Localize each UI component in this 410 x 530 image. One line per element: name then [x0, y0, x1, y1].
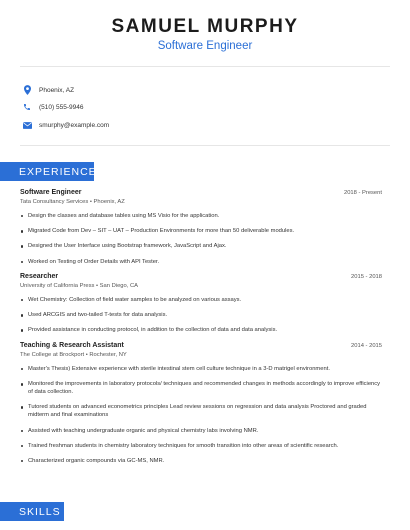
- bullet-item: Assisted with teaching undergraduate organic and physical chemistry labs involving NMR.: [20, 427, 382, 435]
- contact-email: [22, 119, 109, 131]
- section-heading-experience: EXPERIENCE: [0, 162, 94, 181]
- bullet-item: Wet Chemistry: Collection of field water samples to be analyzed on various assays.: [20, 296, 382, 304]
- candidate-name: SAMUEL MURPHY: [111, 16, 299, 37]
- bullet-item: Master's Thesis) Extensive experience with sterile intestinal stem cell culture technique in a 3-D matrigel environment.: [20, 365, 382, 373]
- contact-location: [22, 84, 74, 96]
- phone-text: (510) 555-9946: [39, 103, 84, 111]
- email-link[interactable]: smurphy@example.com: [39, 121, 110, 129]
- header-divider: [20, 66, 390, 67]
- job-bullets: [20, 365, 382, 465]
- job-bullets: [20, 212, 382, 266]
- bullet-item: Provided assistance in conducting protocol, in addition to the collection of data and data analysis.: [20, 326, 382, 334]
- bullet-item: Trained freshman students in chemistry laboratory techniques for smooth transition into other areas of scientific research.: [20, 442, 382, 450]
- job-title: Researcher: [20, 273, 59, 280]
- job-entry: [20, 273, 382, 342]
- job-organization: The College at Brockport • Rochester, NY: [20, 352, 127, 358]
- bullet-item: Monitored the improvements in laboratory protocols/ techniques and recommended changes in methods accordingly to improve efficiency of data collection.: [20, 380, 382, 396]
- bullet-item: Used ARCGIS and two-tailed T-tests for data analysis.: [20, 311, 382, 319]
- job-organization: Tata Consultancy Services • Phoenix, AZ: [20, 199, 125, 205]
- bullet-item: Tutored students on advanced econometrics principles Lead review sessions on regression and data analysis Proctored and graded midterm and final examinations: [20, 403, 382, 419]
- job-entry: [20, 189, 382, 273]
- contact-divider: [20, 145, 390, 146]
- job-dates: 2018 - Present: [343, 190, 382, 196]
- candidate-title: Software Engineer: [157, 40, 253, 52]
- bullet-item: Designed the User Interface using Bootstrap framework, JavaScript and Ajax.: [20, 242, 382, 250]
- contact-phone: [22, 101, 83, 113]
- bullet-item: Migrated Code from Dev – SIT – UAT – Production Environments for more than 50 deliverable modules.: [20, 227, 382, 235]
- job-title: Teaching & Research Assistant: [20, 342, 124, 349]
- job-dates: 2014 - 2015: [351, 343, 382, 349]
- job-dates: 2015 - 2018: [351, 274, 382, 280]
- bullet-item: Design the classes and database tables using MS Visio for the application.: [20, 212, 382, 220]
- envelope-icon: [22, 119, 32, 131]
- job-title: Software Engineer: [20, 189, 82, 196]
- location-text: Phoenix, AZ: [39, 86, 75, 94]
- job-organization: University of California Press • San Diego, CA: [20, 283, 139, 289]
- bullet-item: Characterized organic compounds via GC-MS, NMR.: [20, 457, 382, 465]
- bullet-item: Worked on Testing of Order Details with API Tester.: [20, 258, 382, 266]
- job-bullets: [20, 296, 382, 334]
- location-pin-icon: [22, 84, 32, 96]
- phone-icon: [22, 101, 32, 113]
- section-heading-skills: SKILLS: [0, 502, 64, 521]
- job-entry: [20, 342, 382, 472]
